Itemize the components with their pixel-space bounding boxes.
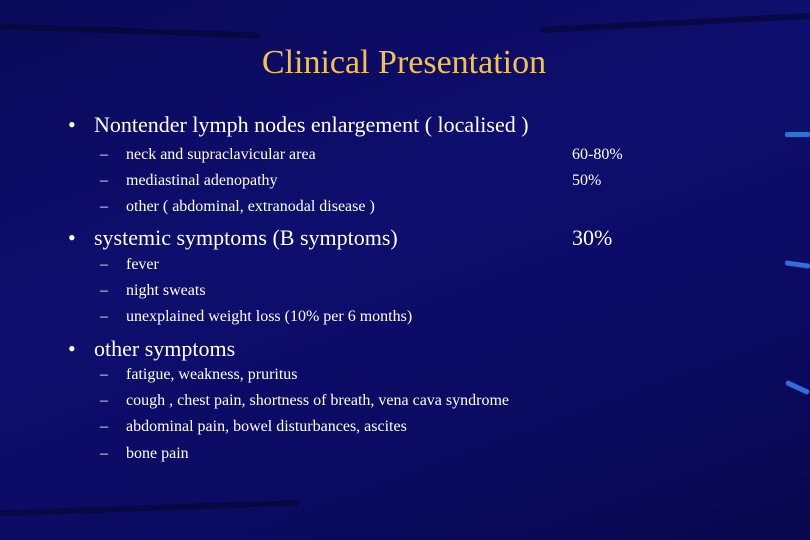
sub-item-text: mediastinal adenopathy bbox=[126, 172, 278, 189]
bullet-systemic-symptoms bbox=[68, 225, 398, 251]
decorative-accent-bar bbox=[785, 380, 810, 395]
sub-item bbox=[100, 198, 375, 216]
background-streak bbox=[0, 23, 260, 38]
sub-item-value: 50% bbox=[572, 172, 602, 189]
dash-glyph: – bbox=[100, 282, 108, 299]
dash-glyph: – bbox=[100, 366, 108, 383]
background-streak bbox=[540, 13, 810, 33]
sub-item-text: unexplained weight loss (10% per 6 months) bbox=[126, 308, 413, 325]
sub-item bbox=[100, 146, 316, 164]
bullet-lymph-nodes bbox=[68, 112, 529, 138]
bullet-text: other symptoms bbox=[94, 336, 236, 361]
sub-item bbox=[100, 392, 509, 410]
sub-item bbox=[100, 308, 412, 326]
sub-item-text: other ( abdominal, extranodal disease ) bbox=[126, 198, 375, 215]
dash-glyph: – bbox=[100, 198, 108, 215]
sub-item-text: abdominal pain, bowel disturbances, ascites bbox=[126, 418, 407, 435]
dash-glyph: – bbox=[100, 445, 108, 462]
bullet-glyph: • bbox=[68, 336, 76, 361]
sub-item-text: fever bbox=[126, 256, 159, 273]
background-streak bbox=[0, 500, 300, 516]
bullet-value: 30% bbox=[572, 225, 613, 250]
sub-item-text: fatigue, weakness, pruritus bbox=[126, 366, 298, 383]
decorative-accent-bar bbox=[785, 132, 810, 137]
sub-item-text: bone pain bbox=[126, 445, 189, 462]
bullet-glyph: • bbox=[68, 112, 76, 137]
dash-glyph: – bbox=[100, 418, 108, 435]
sub-item bbox=[100, 366, 298, 384]
dash-glyph: – bbox=[100, 308, 108, 325]
bullet-text: systemic symptoms (B symptoms) bbox=[94, 225, 398, 250]
dash-glyph: – bbox=[100, 256, 108, 273]
sub-item-value: 60-80% bbox=[572, 146, 623, 163]
sub-item-text: night sweats bbox=[126, 282, 206, 299]
sub-item bbox=[100, 445, 189, 463]
bullet-other-symptoms bbox=[68, 336, 235, 362]
sub-item bbox=[100, 282, 206, 300]
sub-item bbox=[100, 256, 159, 274]
decorative-accent-bar bbox=[785, 260, 810, 268]
bullet-text: Nontender lymph nodes enlargement ( localised ) bbox=[94, 112, 529, 137]
slide-title: Clinical Presentation bbox=[261, 44, 547, 81]
sub-item-text: neck and supraclavicular area bbox=[126, 146, 316, 163]
sub-item bbox=[100, 418, 407, 436]
bullet-glyph: • bbox=[68, 225, 76, 250]
dash-glyph: – bbox=[100, 146, 108, 163]
sub-item bbox=[100, 172, 278, 190]
dash-glyph: – bbox=[100, 172, 108, 189]
sub-item-text: cough , chest pain, shortness of breath, vena cava syndrome bbox=[126, 392, 509, 409]
dash-glyph: – bbox=[100, 392, 108, 409]
